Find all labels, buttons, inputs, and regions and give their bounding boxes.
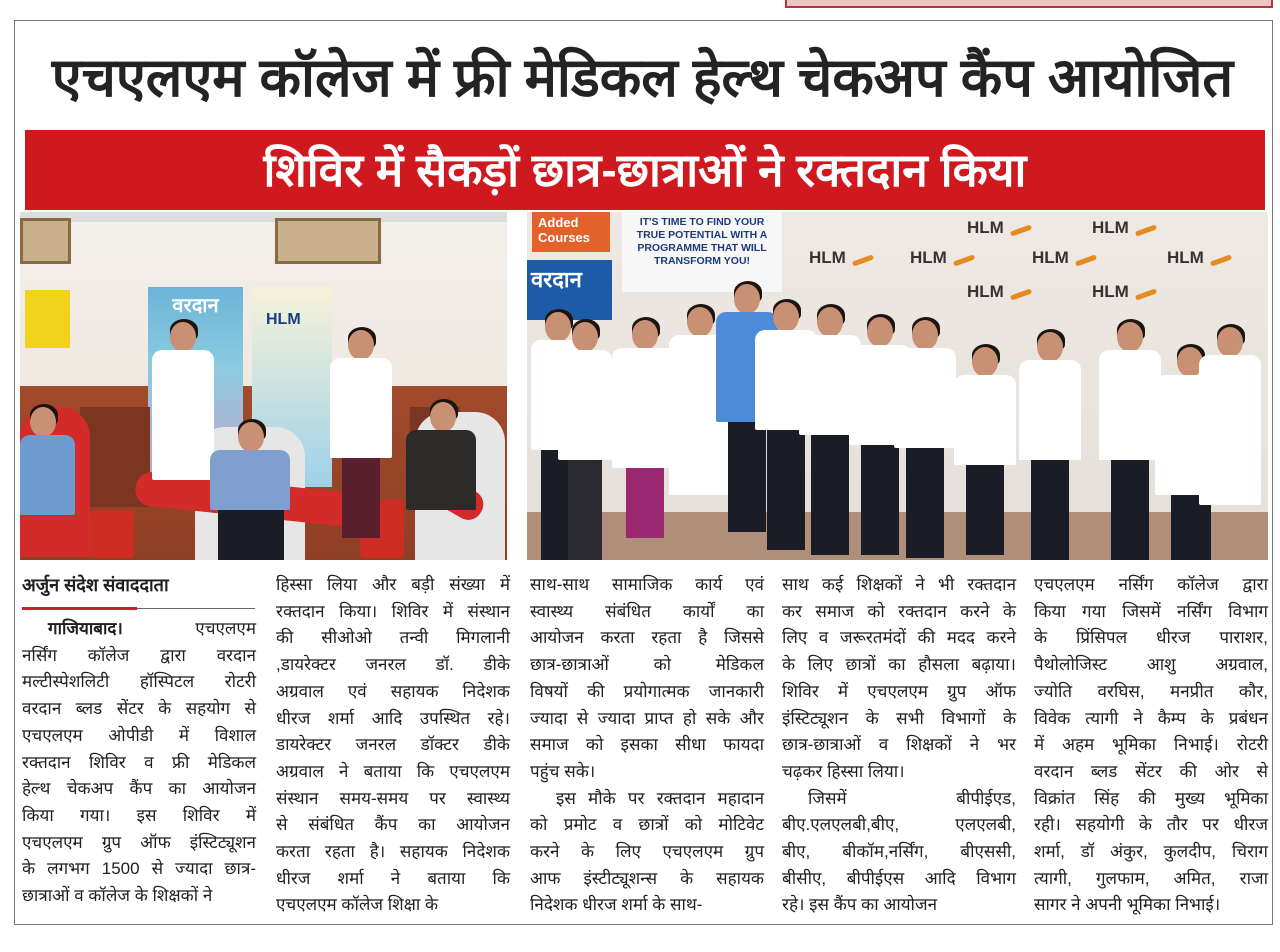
text-line: ,डायरेक्टर जनरल डॉ. डीके <box>276 655 510 675</box>
column-1-lines <box>22 643 256 910</box>
text-line: किया गया जिसमें नर्सिंग विभाग <box>1034 601 1268 621</box>
text-line: से संबंधित कैंप का आयोजन <box>276 815 510 835</box>
text-line: चढ़कर हिस्सा लिया। <box>782 761 905 781</box>
text-line: अग्रवाल ने बताया कि एचएलएम <box>276 761 510 781</box>
text-line: संस्थान समय-समय पर स्वास्थ्य <box>276 788 510 808</box>
article-column-2 <box>276 572 510 919</box>
text-line: किया गया। इस शिविर में <box>22 805 256 825</box>
text-line: धीरज शर्मा ने बताया कि <box>276 868 510 888</box>
photo-blood-donation <box>20 212 507 560</box>
text-line: डायरेक्टर जनरल डॉक्टर डीके <box>276 735 510 755</box>
text-line: छात्राओं व कॉलेज के शिक्षकों ने <box>22 886 213 906</box>
text-line: इंस्टिट्यूशन के सभी विभागों के <box>782 708 1016 728</box>
text-line: वरदान ब्लड सेंटर के सहयोग से <box>22 699 256 719</box>
hlm-wall-logo: HLM <box>910 248 975 268</box>
text-line: बीए.एलएलबी,बीए, एलएलबी, <box>782 815 1016 835</box>
text-line: ज्योति वरघिस, मनप्रीत कौर, <box>1034 681 1268 701</box>
hlm-wall-logo: HLM <box>809 248 874 268</box>
text-line: एचएलएम नर्सिंग कॉलेज द्वारा <box>1034 575 1268 594</box>
poster-brand-text: वरदान <box>172 295 219 317</box>
text-line: विवेक त्यागी ने कैम्प के प्रबंधन <box>1034 708 1268 728</box>
text-line: एचएलएम ओपीडी में विशाल <box>22 725 256 745</box>
text-line: एचएलएम ग्रुप ऑफ इंस्टिट्यूशन <box>22 832 256 852</box>
text-line: ज्यादा से ज्यादा प्राप्त हो सके और <box>530 708 764 728</box>
text-line: विक्रांत सिंह की मुख्य भूमिका <box>1034 788 1268 808</box>
text-line: में अहम भूमिका निभाई। रोटरी <box>1034 735 1268 755</box>
text-line: रहे। इस कैंप का आयोजन <box>782 895 938 915</box>
previous-article-box <box>785 0 1273 8</box>
text-line: धीरज शर्मा आदि उपस्थित रहे। <box>276 708 510 728</box>
text-line: बीए, बीकॉम,नर्सिंग, बीएससी, <box>782 842 1016 862</box>
text-line: करता रहता है। सहायक निदेशक <box>276 842 510 862</box>
column-5-lines <box>1034 572 1268 919</box>
text-line: जिसमें बीपीईएड, <box>808 788 1016 808</box>
text-line: को प्रमोट व छात्रों को मोटिवेट <box>530 815 764 835</box>
text-line: की सीओओ तन्वी मिगलानी <box>276 628 510 648</box>
text-line: पहुंच सके। <box>530 761 596 781</box>
text-line: साथ कई शिक्षकों ने भी रक्तदान <box>782 575 1016 594</box>
text-line: रही। सहयोगी के तौर पर धीरज <box>1034 815 1268 835</box>
text-line: के प्रिंसिपल धीरज पाराशर, <box>1034 628 1268 648</box>
text-line: हिस्सा लिया और बड़ी संख्या में <box>276 575 510 594</box>
column-4-lines <box>782 572 1016 919</box>
text-line: अग्रवाल एवं सहायक निदेशक <box>276 681 510 701</box>
text-line: करने के लिए एचएलएम ग्रुप <box>530 842 764 862</box>
poster-logo-text: HLM <box>266 311 301 328</box>
text-line: आफ इंस्टीट्यूशन्स के सहायक <box>530 868 764 888</box>
text-line: विषयों की प्रयोगात्मक जानकारी <box>530 681 764 701</box>
text-line: समाज को इसका सीधा फायदा <box>530 735 764 755</box>
text-line: लिए व जरूरतमंदों की मदद करने <box>782 628 1016 648</box>
text-line: आयोजन करता रहता है जिससे <box>530 628 764 648</box>
text-line: रक्तदान शिविर व फ्री मेडिकल <box>22 752 256 772</box>
text-line: मल्टीस्पेशलिटी हॉस्पिटल रोटरी <box>22 672 256 692</box>
poster-slogan-text: IT'S TIME TO FIND YOUR TRUE POTENTIAL WITH A PROGRAMME THAT WILL TRANSFORM YOU! <box>622 212 782 292</box>
text-line: छात्र-छात्राओं व शिक्षकों ने भर <box>782 735 1016 755</box>
text-line: वरदान ब्लड सेंटर की ओर से <box>1034 761 1268 781</box>
poster-brand-text: वरदान <box>527 260 612 320</box>
hlm-wall-logo: HLM <box>967 282 1032 302</box>
text-line: इस मौके पर रक्तदान महादान <box>556 788 764 808</box>
text-line: एचएलएम कॉलेज शिक्षा के <box>276 895 439 915</box>
hlm-wall-logo: HLM <box>1092 282 1157 302</box>
text-line: के लगभग 1500 से ज्यादा छात्र- <box>22 859 256 879</box>
article-column-5 <box>1034 572 1268 919</box>
text-line: छात्र-छात्राओं को मेडिकल <box>530 655 764 675</box>
previous-article-strip <box>0 0 1280 10</box>
text-line: एचएलएम <box>195 619 256 638</box>
hlm-wall-logo: HLM <box>1167 248 1232 268</box>
text-line: नर्सिंग कॉलेज द्वारा वरदान <box>22 645 256 665</box>
headline: एचएलएम कॉलेज में फ्री मेडिकल हेल्थ चेकअप कैंप आयोजित <box>51 48 1234 108</box>
hlm-wall-logo: HLM <box>967 218 1032 238</box>
article-column-1 <box>22 572 256 910</box>
text-line: के लिए छात्रों का हौसला बढ़ाया। <box>782 655 1016 675</box>
article-column-4 <box>782 572 1016 919</box>
byline: अर्जुन संदेश संवाददाता <box>22 575 169 595</box>
text-line: बीसीए, बीपीईएस आदि विभाग <box>782 868 1016 888</box>
dateline-line <box>22 616 256 643</box>
text-line: रक्तदान किया। शिविर में संस्थान <box>276 601 510 621</box>
text-line: कर समाज को रक्तदान करने के <box>782 601 1016 621</box>
column-3-lines <box>530 572 764 919</box>
text-line: त्यागी, गुलफाम, अमित, राजा <box>1034 868 1268 888</box>
hlm-wall-logo: HLM <box>1092 218 1157 238</box>
text-line: शर्मा, डॉ अंकुर, कुलदीप, चिराग <box>1034 842 1268 862</box>
text-line: निदेशक धीरज शर्मा के साथ- <box>530 895 703 915</box>
hlm-wall-logo: HLM <box>1032 248 1097 268</box>
text-line: सागर ने अपनी भूमिका निभाई। <box>1034 895 1221 915</box>
photo-group <box>527 212 1268 560</box>
subheadline-banner: शिविर में सैकड़ों छात्र-छात्राओं ने रक्तदान किया <box>25 130 1265 210</box>
text-line: साथ-साथ सामाजिक कार्य एवं <box>530 575 764 594</box>
text-line: शिविर में एचएलएम ग्रुप ऑफ <box>782 681 1016 701</box>
poster-courses-text: Added Courses <box>532 212 610 252</box>
text-line: स्वास्थ्य संबंधित कार्यों का <box>530 601 764 621</box>
text-line: हेल्थ चेकअप कैंप का आयोजन <box>22 779 256 799</box>
article-column-3 <box>530 572 764 919</box>
column-2-lines <box>276 572 510 919</box>
text-line: पैथोलोजिस्ट आशु अग्रवाल, <box>1034 655 1268 675</box>
dateline: गाजियाबाद। <box>48 619 123 638</box>
byline-rule <box>22 602 256 616</box>
